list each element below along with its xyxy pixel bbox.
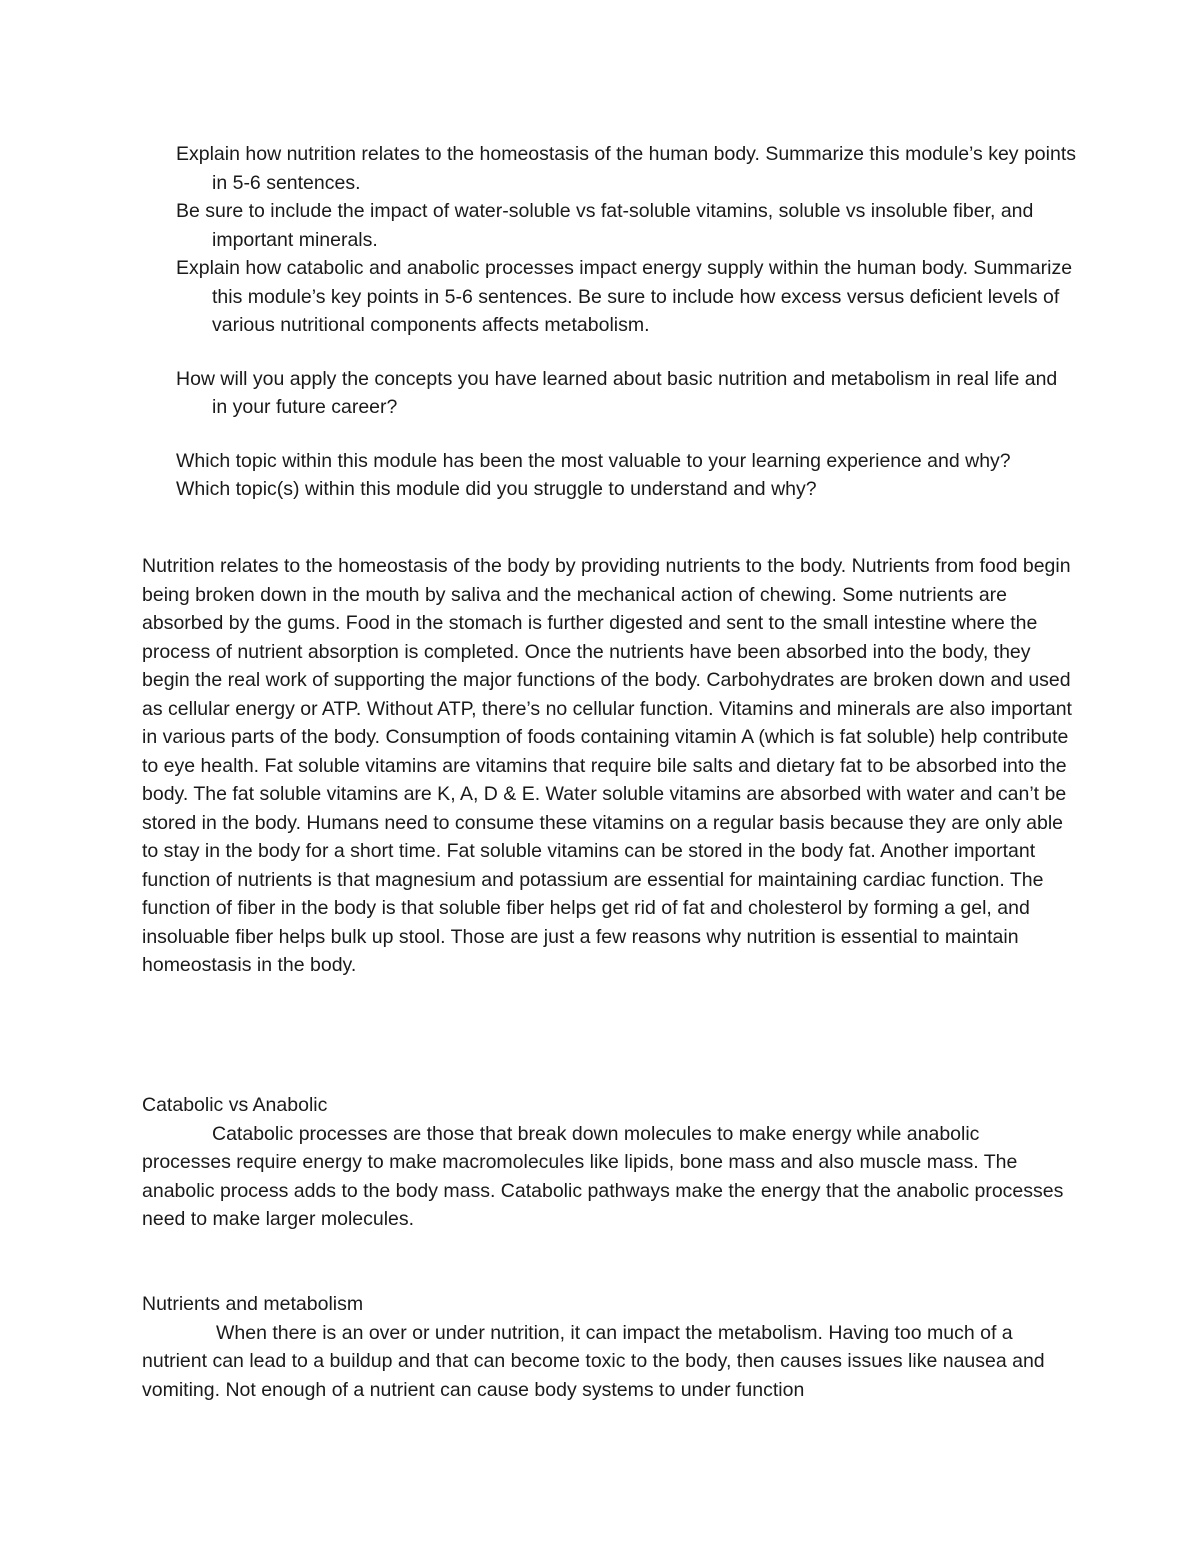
- catabolic-section: [142, 1091, 1072, 1234]
- essay-section: [142, 552, 1072, 980]
- prompt-apply-concepts: How will you apply the concepts you have learned about basic nutrition and metabolism in real life and in your future career?: [176, 367, 1058, 418]
- prompt-homeostasis: Explain how nutrition relates to the homeostasis of the human body. Summarize this module’s key points in 5-6 sentences.: [176, 143, 1076, 194]
- prompt-most-valuable: Which topic within this module has been the most valuable to your learning experience and why?: [176, 449, 1011, 472]
- prompt-vitamins-fiber: Be sure to include the impact of water-soluble vs fat-soluble vitamins, soluble vs insoluble fiber, and important minerals.: [176, 200, 1034, 251]
- prompt-group-1: [176, 140, 1076, 340]
- assignment-prompts: [176, 140, 1076, 504]
- catabolic-paragraph: Catabolic processes are those that break down molecules to make energy while anabolic processes require energy to make macromolecules like lipids, bone mass and also muscle mass. The anabolic process adds to the body mass. Catabolic pathways make the energy that the anabolic processes need to make larger molecules.: [142, 1122, 1064, 1230]
- prompt-struggle: Which topic(s) within this module did you struggle to understand and why?: [176, 478, 817, 500]
- prompt-catabolic-anabolic: Explain how catabolic and anabolic processes impact energy supply within the human body. Summarize this module’s key points in 5-6 sentences. Be sure to include how excess versus deficient levels of various nutritional components affects metabolism.: [176, 257, 1073, 336]
- prompt-group-3: [176, 447, 1076, 504]
- essay-paragraph: Nutrition relates to the homeostasis of the body by providing nutrients to the body. Nutrients from food begin being broken down in the mouth by saliva and the mechanical action of chewing. Some nutrients are absorbed by the gums. Food in the stomach is further digested and sent to the small intestine where the process of nutrient absorption is completed. Once the nutrients have been absorbed into the body, they begin the real work of supporting the major functions of the body. Carbohydrates are broken down and used as cellular energy or ATP. Without ATP, there’s no cellular function. Vitamins and minerals are also important in various parts of the body. Consumption of foods containing vitamin A (which is fat soluble) help contribute to eye health. Fat soluble vitamins are vitamins that require bile salts and dietary fat to be absorbed into the body. The fat soluble vitamins are K, A, D & E. Water soluble vitamins are absorbed with water and can’t be stored in the body. Humans need to consume these vitamins on a regular basis because they are only able to stay in the body for a short time. Fat soluble vitamins can be stored in the body fat. Another important function of nutrients is that magnesium and potassium are essential for maintaining cardiac function. The function of fiber in the body is that soluble fiber helps get rid of fat and cholesterol by forming a gel, and insoluable fiber helps bulk up stool. Those are just a few reasons why nutrition is essential to maintain homeostasis in the body.: [142, 555, 1072, 976]
- prompt-group-2: [176, 365, 1076, 422]
- nutrients-heading: Nutrients and metabolism: [142, 1293, 364, 1315]
- catabolic-heading: Catabolic vs Anabolic: [142, 1094, 328, 1116]
- nutrients-paragraph: When there is an over or under nutrition, it can impact the metabolism. Having too much of a nutrient can lead to a buildup and that can become toxic to the body, then causes issues like nausea and vomiting. Not enough of a nutrient can cause body systems to under function: [142, 1321, 1045, 1401]
- nutrients-section: [142, 1290, 1072, 1404]
